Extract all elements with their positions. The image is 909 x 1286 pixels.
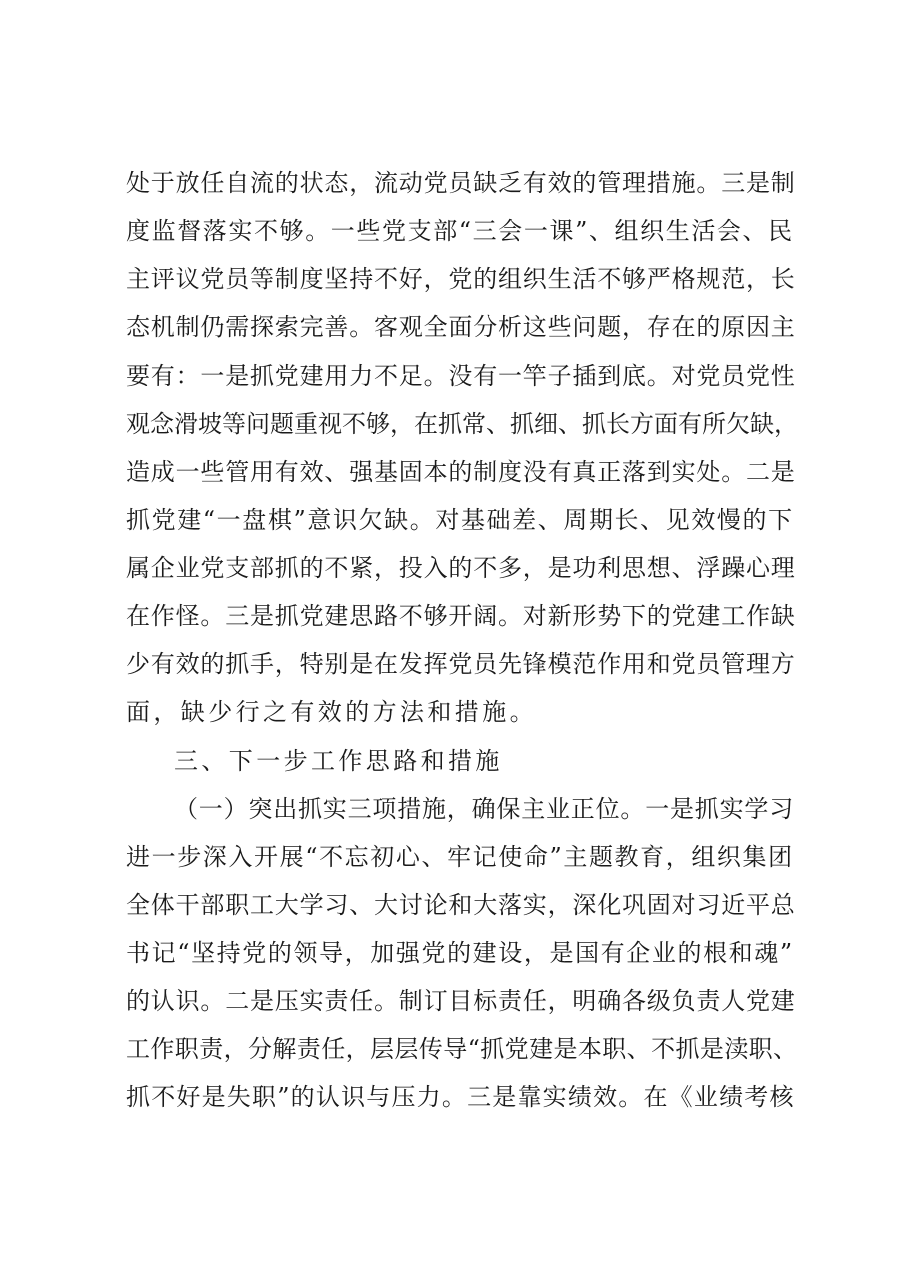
text-line: 少有效的抓手，特别是在发挥党员先锋模范作用和党员管理方 bbox=[126, 650, 796, 678]
text-line: 在作怪。三是抓党建思路不够开阔。对新形势下的党建工作缺 bbox=[126, 602, 796, 630]
text-line: 工作职责，分解责任，层层传导“抓党建是本职、不抓是渎职、 bbox=[126, 1035, 798, 1063]
text-line: 主评议党员等制度坚持不好，党的组织生活不够严格规范，长 bbox=[126, 265, 796, 293]
text-line: 属企业党支部抓的不紧，投入的不多，是功利思想、浮躁心理 bbox=[126, 554, 796, 582]
text-line: 观念滑坡等问题重视不够，在抓常、抓细、抓长方面有所欠缺， bbox=[126, 410, 798, 438]
text-line: 书记“坚持党的领导，加强党的建设，是国有企业的根和魂” bbox=[126, 939, 794, 967]
text-line: 面，缺少行之有效的方法和措施。 bbox=[126, 698, 537, 726]
text-line: 处于放任自流的状态，流动党员缺乏有效的管理措施。三是制 bbox=[126, 169, 796, 197]
text-line: 度监督落实不够。一些党支部“三会一课”、组织生活会、民 bbox=[126, 217, 794, 245]
text-line: 进一步深入开展“不忘初心、牢记使命”主题教育，组织集团 bbox=[126, 843, 794, 871]
text-line: 抓党建“一盘棋”意识欠缺。对基础差、周期长、见效慢的下 bbox=[126, 506, 794, 534]
text-line: 抓不好是失职”的认识与压力。三是靠实绩效。在《业绩考核 bbox=[126, 1083, 795, 1111]
text-line: （一）突出抓实三项措施，确保主业正位。一是抓实学习 bbox=[174, 795, 794, 823]
text-line: 全体干部职工大学习、大讨论和大落实，深化巩固对习近平总 bbox=[126, 891, 796, 919]
text-line: 要有：一是抓党建用力不足。没有一竿子插到底。对党员党性 bbox=[126, 362, 796, 390]
text-line: 的认识。二是压实责任。制订目标责任，明确各级负责人党建 bbox=[126, 987, 796, 1015]
section-heading: 三、下一步工作思路和措施 bbox=[174, 747, 503, 775]
text-line: 态机制仍需探索完善。客观全面分析这些问题，存在的原因主 bbox=[126, 313, 796, 341]
text-line: 造成一些管用有效、强基固本的制度没有真正落到实处。二是 bbox=[126, 458, 796, 486]
